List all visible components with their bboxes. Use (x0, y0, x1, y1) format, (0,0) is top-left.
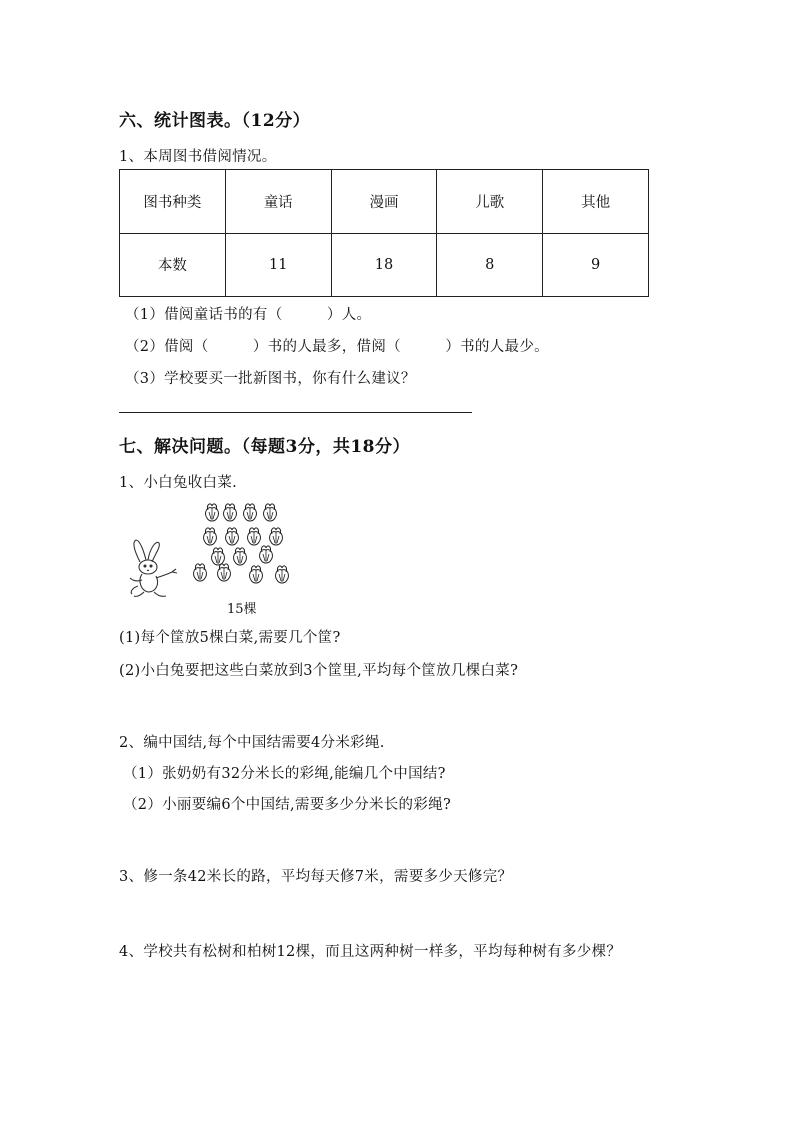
problem-2-title: 2、编中国结,每个中国结需要4分米彩绳. (119, 735, 385, 751)
problem-4: 4、学校共有松树和柏树12棵，而且这两种树一样多，平均每种树有多少棵？ (119, 944, 622, 960)
problem-2-b: （2）小丽要编6个中国结,需要多少分米长的彩绳? (123, 797, 452, 813)
table-value: 9 (543, 233, 649, 297)
table-value: 11 (225, 233, 331, 297)
table-header-label: 图书种类 (120, 170, 226, 234)
sub-question-2: （2）借阅（ ）书的人最多，借阅（ ）书的人最少。 (125, 339, 549, 355)
table-category: 童话 (225, 170, 331, 234)
table-row (120, 170, 649, 234)
table-value: 8 (437, 233, 543, 297)
section-7-title: 七、解决问题。（每题3分，共18分） (119, 437, 410, 457)
table-row-label: 本数 (120, 233, 226, 297)
table-value: 18 (331, 233, 437, 297)
problem-3: 3、修一条42米长的路，平均每天修7米，需要多少天修完？ (119, 869, 513, 885)
problem-1-b: (2)小白兔要把这些白菜放到3个筐里,平均每个筐放几棵白菜? (119, 663, 519, 679)
table-row (120, 233, 649, 297)
cabbage-group (190, 500, 300, 596)
sub-question-1: （1）借阅童话书的有（ ）人。 (125, 307, 372, 323)
answer-line[interactable] (119, 412, 472, 413)
problem-2-a: （1）张奶奶有32分米长的彩绳,能编几个中国结? (123, 766, 446, 782)
problem-1-title: 1、小白兔收白菜. (119, 475, 238, 491)
sub-question-3: （3）学校要买一批新图书，你有什么建议？ (125, 371, 416, 387)
table-category: 漫画 (331, 170, 437, 234)
table-category: 儿歌 (437, 170, 543, 234)
rabbit-illustration (126, 536, 182, 600)
question-1-title: 1、本周图书借阅情况。 (119, 149, 277, 165)
table-category: 其他 (543, 170, 649, 234)
book-borrowing-table (119, 169, 649, 297)
section-6-title: 六、统计图表。（12分） (119, 111, 311, 131)
problem-1-a: (1)每个筐放5棵白菜,需要几个筐? (119, 630, 341, 646)
figure-caption: 15棵 (227, 602, 257, 617)
